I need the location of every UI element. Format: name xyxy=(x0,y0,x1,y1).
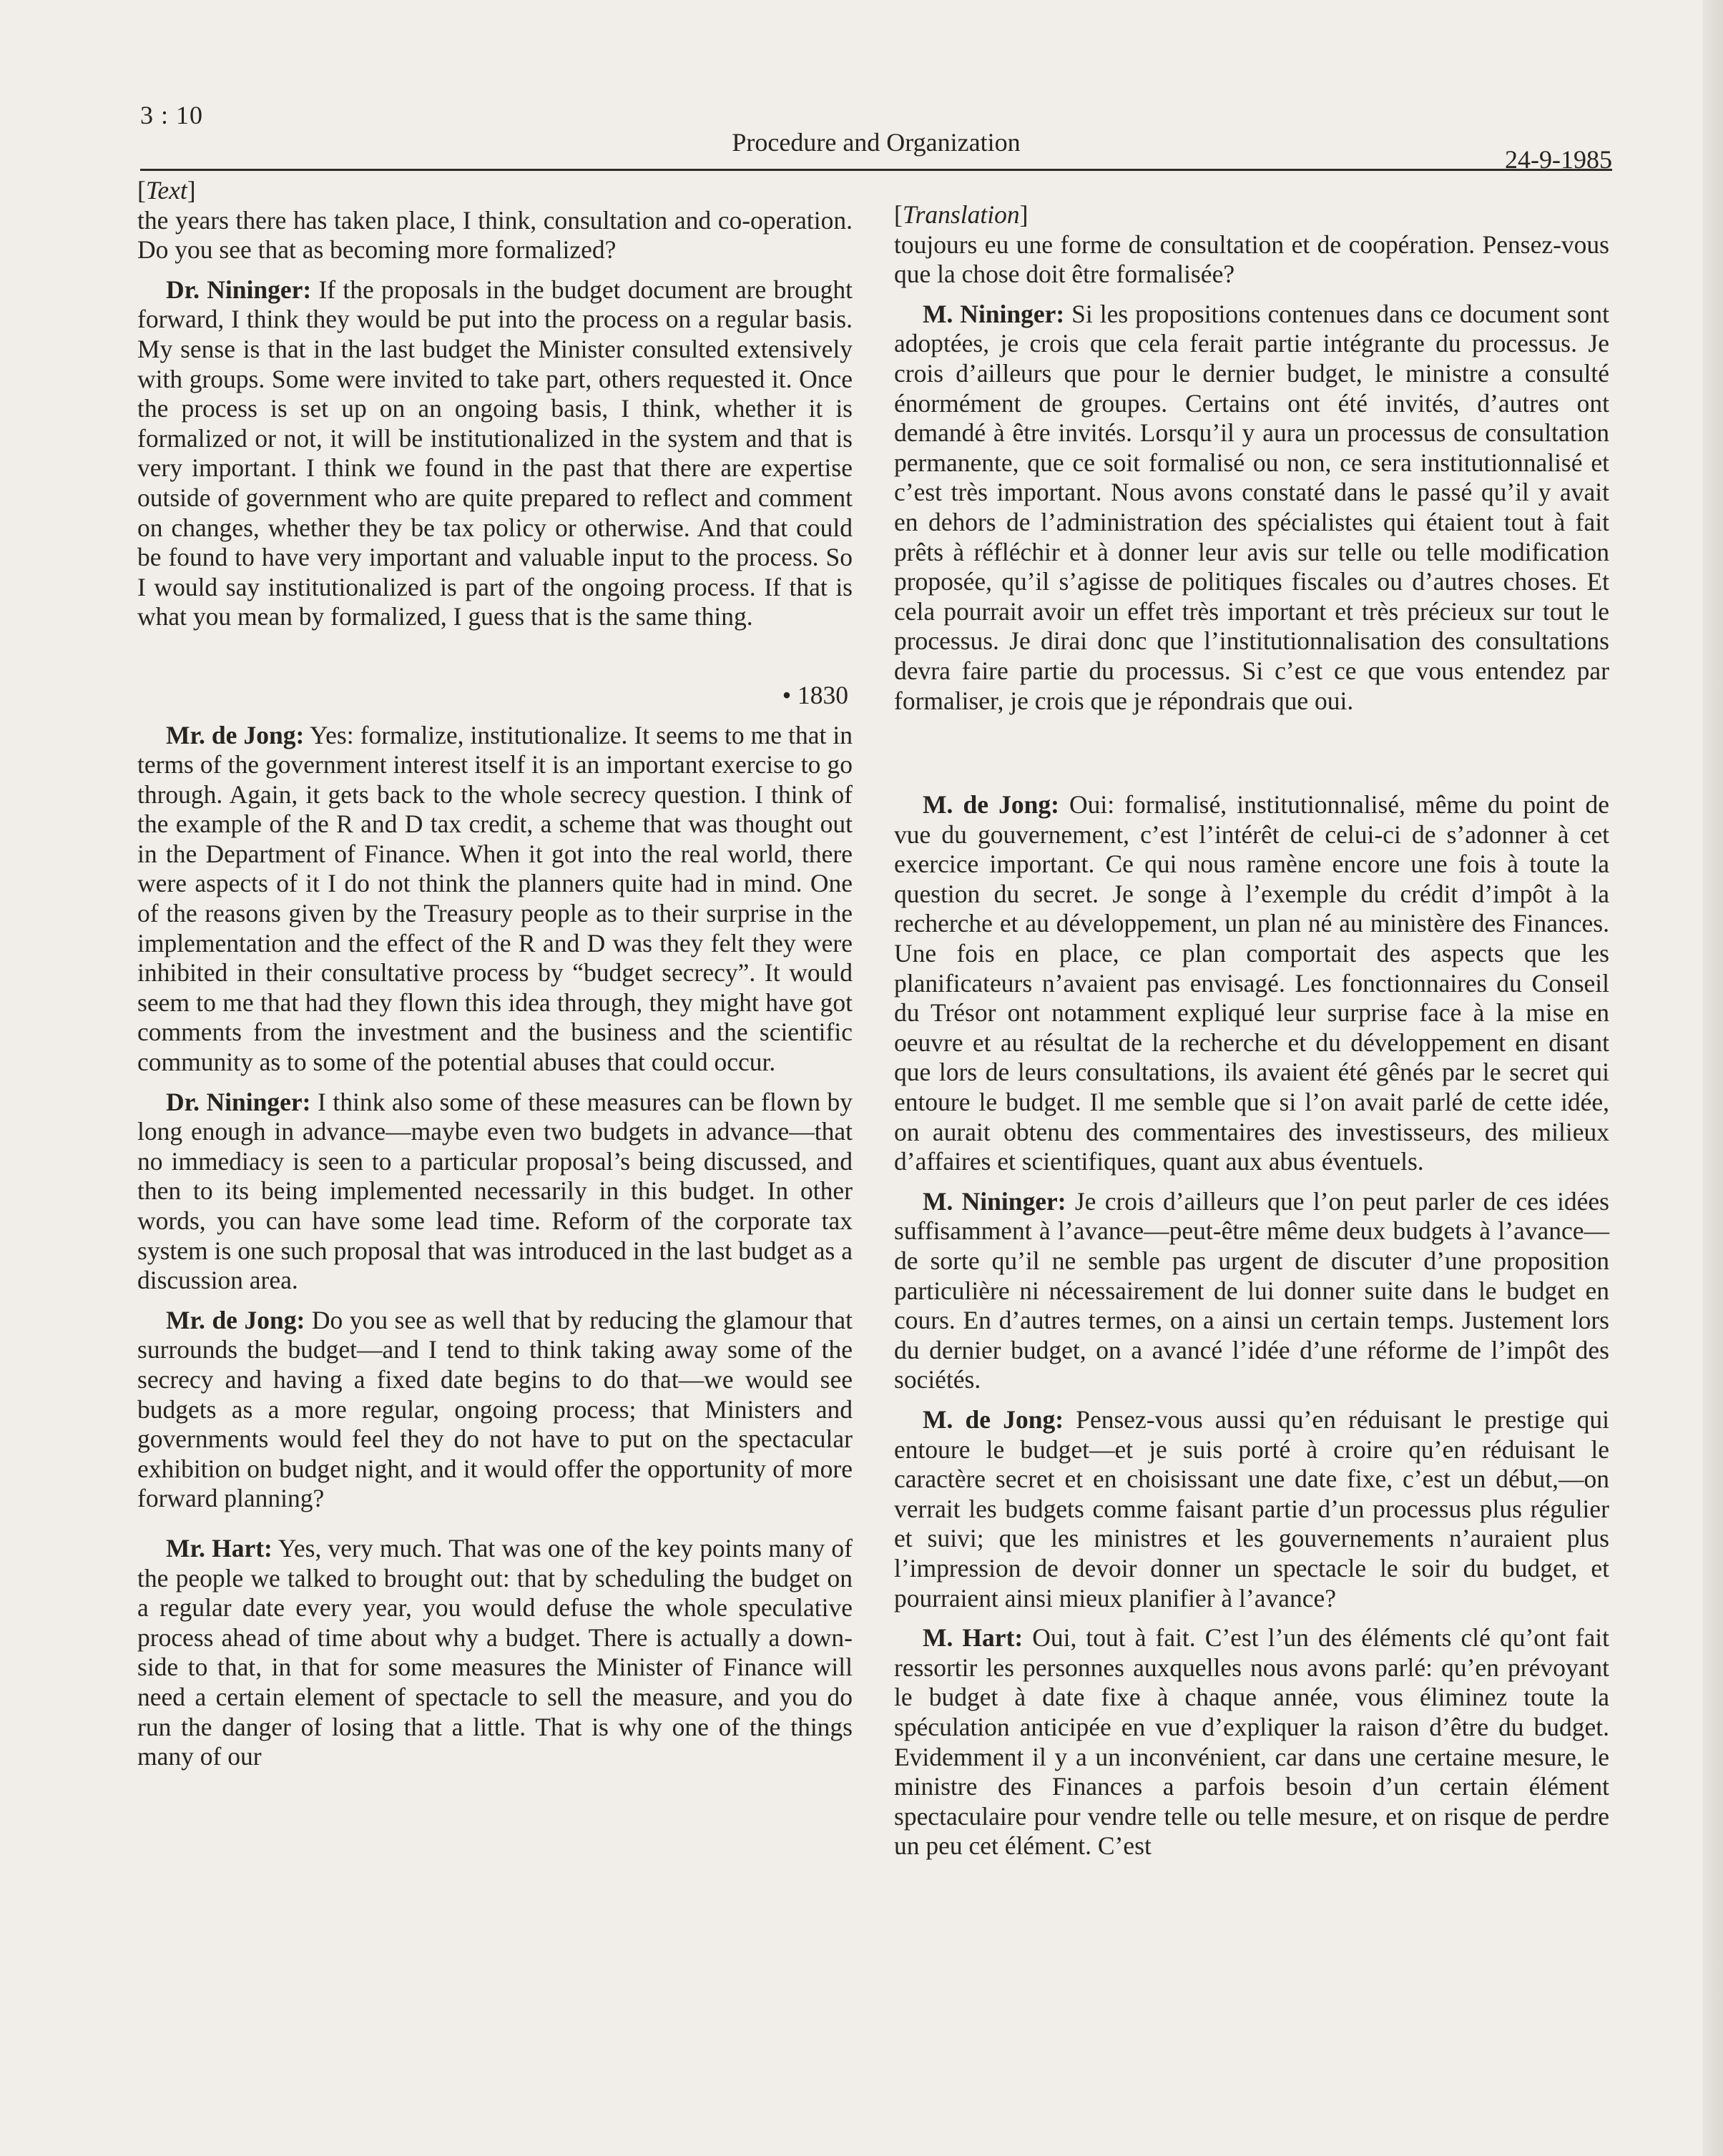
page-number: 3 : 10 xyxy=(140,101,204,129)
speech-text: I think also some of these measures can be flown by long enough in advance—maybe even two budgets in advance—that no immediacy is seen to a particular proposal’s being discussed, and then to its being implemented necessarily in this budget. In other words, you can have some lead time. Reform of the corporate tax system is one such proposal that was introduced in the last budget as a discussion area. xyxy=(137,1087,853,1295)
time-marker: • 1830 xyxy=(782,680,848,709)
speaker-name: M. Nininger: xyxy=(923,299,1065,328)
english-column xyxy=(137,176,853,1772)
french-column xyxy=(894,200,1609,1861)
speaker-name: M. Nininger: xyxy=(923,1186,1066,1216)
speech-text: Do you see as well that by reducing the glamour that surrounds the budget—and I tend to think taking away some of the secrecy and having a fixed date begins to do that—we would see budgets as a more regular, ongoing process; that Ministers and governments would feel they do not have to put on the spectacular exhibition on budget night, and it would offer the opportunity of more forward planning? xyxy=(137,1305,853,1513)
translation-tag: [ Translation ] xyxy=(894,200,1609,230)
speaker-name: Mr. de Jong: xyxy=(166,720,305,749)
speech-paragraph xyxy=(894,1623,1609,1861)
speaker-name: Dr. Nininger: xyxy=(166,1087,311,1116)
page-title: Procedure and Organization xyxy=(732,128,1021,157)
speaker-name: Dr. Nininger: xyxy=(166,275,312,304)
speech-paragraph xyxy=(894,1405,1609,1613)
speech-paragraph xyxy=(137,1534,853,1772)
speech-paragraph xyxy=(894,790,1609,1177)
speech-text: Yes: formalize, institutionalize. It seems to me that in terms of the government interest itself it is an important exercise to go through. Again, it gets back to the whole secrecy question. I think of the example of the R and D tax credit, a scheme that was thought out in the Department of Finance. When it got into the real world, there were aspects of it I do not think the planners quite had in mind. One of the reasons given by the Treasury people as to their surprise in the implementation and the effect of the R and D was they felt they were inhibited in their consultative process by “budget secrecy”. It would seem to me that had they flown this idea through, they might have got comments from the investment and the business and the scientific community as to some of the potential abuses that could occur. xyxy=(137,720,853,1077)
speech-paragraph xyxy=(137,1306,853,1514)
column-gap xyxy=(894,716,1609,780)
speaker-name: M. de Jong: xyxy=(923,790,1059,819)
speech-text: Yes, very much. That was one of the key points many of the people we talked to brought out: that by scheduling the budget on a regular date every year, you would defuse the whole speculative process ahead of time about why a budget. There is actually a down-side to that, in that for some measures the Minister of Finance will need a certain element of spectacle to sell the measure, and you do run the danger of losing that a little. That is why one of the things many of our xyxy=(137,1533,853,1771)
speech-text: Je crois d’ailleurs que l’on peut parler de ces idées suffisamment à l’avance—peut-être même deux budgets à l’avance—de sorte qu’il ne semble pas urgent de discuter d’une proposition particulière ni nécessairement de lui donner suite dans le budget en cours. En d’autres termes, on a ainsi un certain temps. Justement lors du dernier budget, on a avancé l’idée d’une réforme de l’impôt des sociétés. xyxy=(894,1186,1609,1394)
speaker-name: Mr. de Jong: xyxy=(166,1305,305,1334)
page-edge xyxy=(1703,0,1723,2156)
speech-paragraph xyxy=(137,275,853,632)
continued-paragraph: toujours eu une forme de consultation et de coopération. Pensez-vous que la chose doit être formalisée? xyxy=(894,230,1609,289)
continued-paragraph: the years there has taken place, I think, consultation and co-operation. Do you see that as becoming more formalized? xyxy=(137,205,853,265)
speech-text: Si les propositions contenues dans ce document sont adoptées, je crois que cela ferait partie intégrante du processus. Je crois d’ailleurs que pour le dernier budget, le ministre a consulté énormément de groupes. Certains ont été invités, d’autres ont demandé à être invités. Lorsqu’il y aura un processus de consultation permanente, que ce soit formalisé ou non, ce sera institutionnalisé et c’est très important. Nous avons constaté dans le passé qu’il y avait en dehors de l’administration des spécialistes qui étaient tout à fait prêts à réfléchir et à donner leur avis sur telle ou telle modification proposée, qu’il s’agisse de politiques fiscales ou d’autres choses. Et cela pourrait avoir un effet très important et très précieux sur tout le processus. Je dirai donc que l’institutionnalisation des consultations devra faire partie du processus. Si c’est ce que vous entendez par formaliser, je crois que je répondrais que oui. xyxy=(894,299,1609,715)
speech-paragraph xyxy=(137,1088,853,1296)
speaker-name: M. Hart: xyxy=(923,1623,1024,1653)
speech-paragraph xyxy=(894,1187,1609,1395)
header-rule xyxy=(140,169,1612,171)
speech-paragraph xyxy=(137,721,853,1078)
text-tag: [ Text ] xyxy=(137,176,853,206)
speech-text: Oui, tout à fait. C’est l’un des éléments clé qu’ont fait ressortir les personnes auxquelles nous avons parlé: qu’en prévoyant le budget à date fixe à chaque année, vous éliminez toute la spéculation anticipée en vue d’expliquer la raison d’être du budget. Evidemment il y a un inconvénient, car dans une certaine mesure, le ministre des Finances a parfois besoin d’un certain élément spectaculaire pour vendre telle ou telle mesure, et on risque de perdre un peu cet élément. C’est xyxy=(894,1623,1609,1861)
speech-text: Pensez-vous aussi qu’en réduisant le prestige qui entoure le budget—et je suis porté à croire qu’en réduisant le caractère secret et en choisissant une date fixe, c’est un début,—on verrait les budgets comme faisant partie d’un processus plus régulier et suivi; que les ministres et les gouvernements n’auraient plus l’impression de devoir donner un spectacle le soir du budget, et pourraient ainsi mieux planifier à l’avance? xyxy=(894,1404,1610,1613)
speaker-name: M. de Jong: xyxy=(923,1404,1064,1434)
speaker-name: Mr. Hart: xyxy=(166,1533,273,1562)
speech-paragraph xyxy=(894,300,1609,716)
speech-text: Oui: formalisé, institutionnalisé, même du point de vue du gouvernement, c’est l’intérêt de celui-ci de s’adonner à cet exercice important. Ce qui nous ramène encore une fois à toute la question du secret. Je songe à l’exemple du crédit d’impôt à la recherche et au développement, un plan né au ministère des Finances. Une fois en place, ce plan comportait des aspects que les planificateurs n’avaient pas envisagé. Les fonctionnaires du Conseil du Trésor ont notamment expliqué leur surprise face à la mise en oeuvre et au résultat de la recherche et du développement en disant que lors de leurs consultations, ils avaient été gênés par le secret qui entoure le budget. Il me semble que si l’on avait parlé de cette idée, on aurait obtenu des commentaires des investisseurs, des milieux d’affaires et scientifiques, quant aux abus éventuels. xyxy=(894,790,1609,1176)
page-date: 24-9-1985 xyxy=(1505,145,1612,174)
speech-text: If the proposals in the budget document are brought forward, I think they would be put into the process on a regular basis. My sense is that in the last budget the Minister consulted extensively with groups. Some were invited to take part, others requested it. Once the process is set up on an ongoing basis, I think, whether it is formalized or not, it will be institutionalized in the system and that is very important. I think we found in the past that there are expertise outside of government who are quite prepared to reflect and comment on changes, whether they be tax policy or otherwise. And that could be found to have very important and valuable input to the process. So I would say institutionalized is part of the ongoing process. If that is what you mean by formalized, I guess that is the same thing. xyxy=(137,275,853,631)
page-header xyxy=(140,100,1612,179)
